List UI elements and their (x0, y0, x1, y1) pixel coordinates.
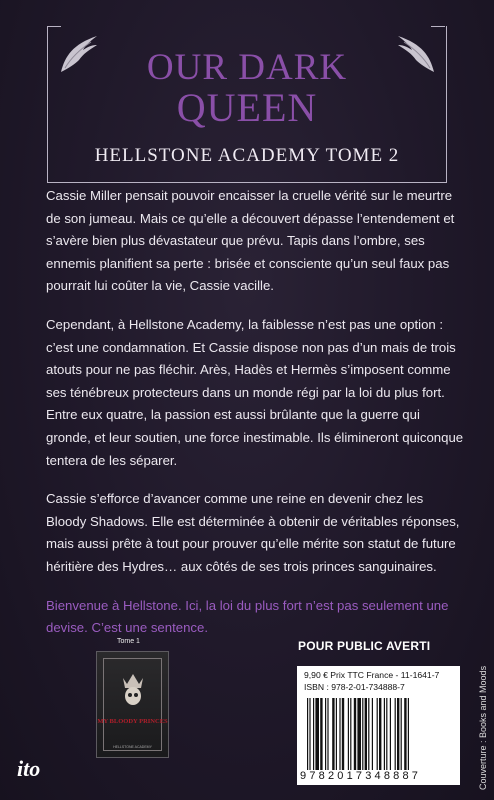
tagline: Bienvenue à Hellstone. Ici, la loi du plus fort n’est pas seulement une devise. C’est une sentence. (46, 597, 449, 636)
cover-credit: Couverture : Books and Moods (478, 665, 488, 790)
barcode-icon (307, 698, 451, 770)
price-line: 9,90 € Prix TTC France - 11-1641-7 (304, 670, 440, 680)
book-title-line2: QUEEN (176, 85, 318, 130)
frame-top-left (47, 26, 61, 27)
blurb-paragraph: Cassie Miller pensait pouvoir encaisser la cruelle vérité sur le meurtre de son jumeau. Mais ce qu’elle a découvert dépasse l’entendement et s’avère bien plus dévastateur que prévu. Tapis dans l’ombre, ses ennemis planifient sa perte : brisée et consciente qu’un seul faux pas pourrait lui coûter la vie, Cassie vacille. (46, 188, 455, 294)
blurb-paragraph: Cassie s’efforce d’avancer comme une reine en devenir chez les Bloody Shadows. Elle est déterminée à obtenir de véritables réponses, mais aussi prête à tout pour prouver qu’elle mérite son statut de future héritière des Hydres… aux côtés de ses trois princes sanguinaires. (46, 491, 460, 574)
frame-top-right (431, 26, 445, 27)
isbn-line: ISBN : 978-2-01-734888-7 (304, 682, 405, 692)
previous-volume-title: MY BLOODY PRINCES (97, 718, 168, 725)
barcode-panel (297, 666, 460, 785)
age-rating: POUR PUBLIC AVERTI (298, 639, 431, 653)
publisher-logo: ito (17, 756, 41, 781)
barcode-digits: 9782017348887 (300, 770, 422, 782)
blurb-paragraph: Cependant, à Hellstone Academy, la faiblesse n’est pas une option : c’est une condamnation. Et Cassie dispose non pas d’un mais de trois atouts pour ne pas fléchir. Arès, Hadès et Hermès s’imposent comme ses ténébreux protecteurs dans un monde régi par la loi du plus fort. Entre eux quatre, la passion est aussi brûlante que la guerre qui gronde, et leur soutien, une force inestimable. Ils élimineront quiconque tentera de les séparer. (46, 316, 464, 468)
previous-volume-label: Tome 1 (117, 638, 140, 645)
crown-skull-icon (119, 672, 147, 708)
previous-volume-series: HELLSTONE ACADEMY (113, 745, 152, 749)
blurb (46, 185, 466, 656)
previous-volume-thumbnail (96, 651, 169, 758)
book-title-line1: OUR DARK (146, 47, 348, 88)
series-subtitle: HELLSTONE ACADEMY TOME 2 (94, 145, 400, 166)
